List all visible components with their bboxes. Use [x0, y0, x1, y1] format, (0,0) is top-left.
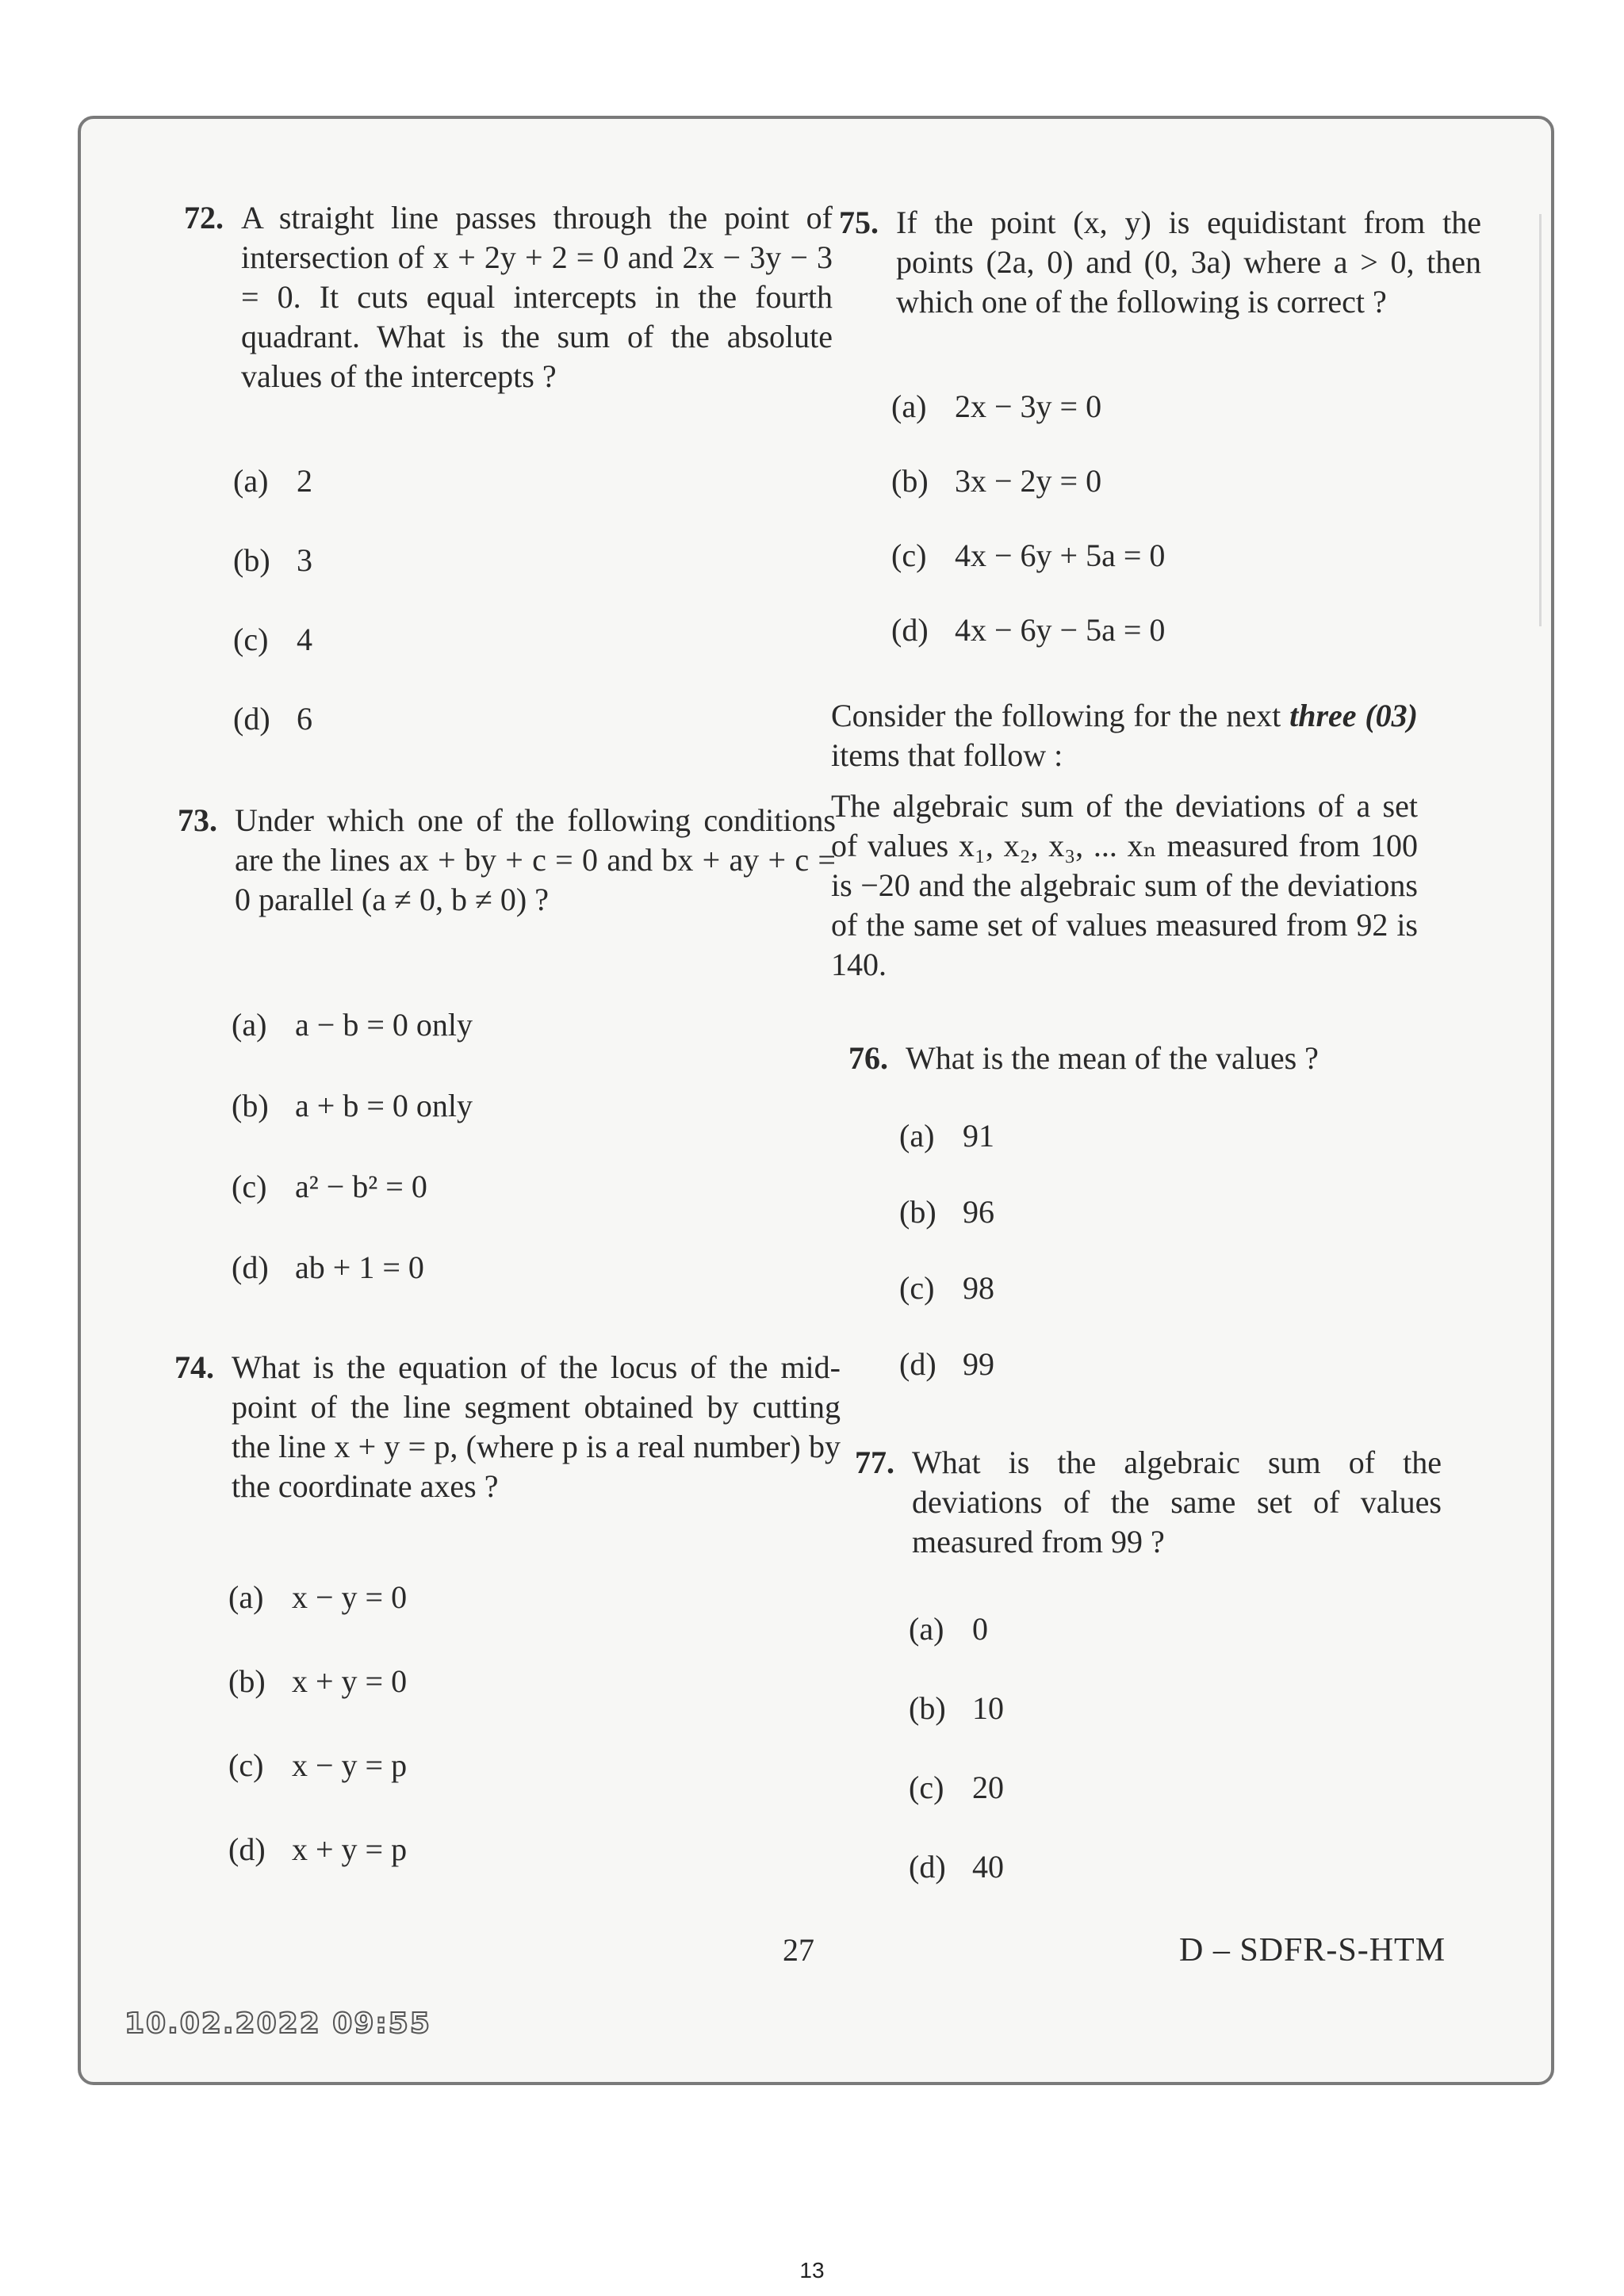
option-label: (d): [233, 701, 270, 737]
option-value: a + b = 0 only: [295, 1088, 473, 1123]
option-value: 2x − 3y = 0: [955, 388, 1102, 424]
option-72-c: [233, 620, 312, 660]
option-label: (d): [899, 1346, 936, 1382]
option-label: (b): [228, 1663, 266, 1699]
question-72: [184, 198, 833, 396]
option-73-a: [232, 1005, 473, 1045]
option-value: 96: [963, 1194, 994, 1230]
question-number: 72.: [184, 200, 224, 235]
option-label: (a): [228, 1579, 264, 1615]
option-value: 3: [297, 542, 312, 578]
option-value: ab + 1 = 0: [295, 1249, 424, 1285]
option-label: (b): [909, 1690, 946, 1726]
sheet-number: 13: [799, 2258, 825, 2283]
option-value: 10: [972, 1690, 1004, 1726]
option-label: (c): [891, 538, 927, 573]
option-value: 20: [972, 1770, 1004, 1805]
option-value: x − y = p: [292, 1747, 408, 1783]
passage-intro-suffix: items that follow :: [831, 737, 1063, 773]
option-label: (a): [233, 463, 269, 499]
question-text: What is the equation of the locus of the mid-point of the line segment obtained by cutting the line x + y = p, (where p is a real number) by the coordinate axes ?: [232, 1349, 841, 1504]
option-label: (c): [899, 1270, 935, 1306]
passage-intro-emphasis: three (03): [1289, 698, 1418, 733]
option-75-c: [891, 536, 1165, 576]
option-77-d: [909, 1847, 1004, 1887]
option-label: (d): [232, 1249, 269, 1285]
page-number: 27: [783, 1932, 814, 1968]
option-label: (a): [891, 388, 927, 424]
question-number: 73.: [178, 802, 217, 838]
option-73-c: [232, 1167, 427, 1207]
option-76-a: [899, 1116, 994, 1156]
option-value: 2: [297, 463, 312, 499]
question-number: 76.: [848, 1040, 888, 1076]
option-label: (d): [891, 612, 929, 648]
option-value: 4x − 6y + 5a = 0: [955, 538, 1166, 573]
option-value: 99: [963, 1346, 994, 1382]
option-value: x − y = 0: [292, 1579, 408, 1615]
option-label: (c): [228, 1747, 264, 1783]
option-76-c: [899, 1269, 994, 1308]
option-label: (d): [909, 1849, 946, 1885]
option-value: 4: [297, 622, 312, 657]
option-value: 0: [972, 1611, 988, 1647]
option-label: (a): [232, 1007, 267, 1043]
option-73-b: [232, 1086, 473, 1126]
option-label: (b): [899, 1194, 936, 1230]
passage-text: The algebraic sum of the deviations of a set of values x₁, x₂, x₃, ... xₙ measured from 100 is −20 and the algebraic sum of the deviations of the same set of values measured from 92 is 140.: [831, 788, 1418, 982]
option-label: (c): [233, 622, 269, 657]
option-label: (b): [232, 1088, 269, 1123]
option-value: 3x − 2y = 0: [955, 463, 1102, 499]
option-value: 4x − 6y − 5a = 0: [955, 612, 1166, 648]
option-value: 6: [297, 701, 312, 737]
question-number: 75.: [839, 205, 879, 240]
question-text: Under which one of the following conditions are the lines ax + by + c = 0 and bx + ay + c = 0 parallel (a ≠ 0, b ≠ 0) ?: [235, 802, 836, 917]
question-76: [848, 1039, 1451, 1078]
question-74: [174, 1348, 841, 1506]
question-number: 74.: [174, 1349, 214, 1385]
option-75-b: [891, 461, 1101, 501]
option-77-b: [909, 1689, 1004, 1728]
question-75: [839, 203, 1481, 322]
option-value: 40: [972, 1849, 1004, 1885]
option-label: (a): [899, 1118, 935, 1154]
option-74-a: [228, 1578, 407, 1617]
question-73: [178, 801, 836, 920]
option-value: a − b = 0 only: [295, 1007, 473, 1043]
option-74-c: [228, 1746, 407, 1785]
option-75-d: [891, 610, 1165, 650]
passage-intro-prefix: Consider the following for the next: [831, 698, 1281, 733]
question-77: [855, 1443, 1442, 1562]
question-text: What is the mean of the values ?: [906, 1040, 1319, 1076]
option-72-b: [233, 541, 312, 580]
option-value: a² − b² = 0: [295, 1169, 427, 1204]
option-77-c: [909, 1768, 1004, 1808]
option-value: 91: [963, 1118, 994, 1154]
option-75-a: [891, 387, 1101, 427]
option-label: (d): [228, 1831, 266, 1867]
booklet-code: D – SDFR-S-HTM: [1179, 1932, 1446, 1969]
option-label: (c): [909, 1770, 944, 1805]
scan-timestamp: 10.02.2022 09:55: [124, 2007, 431, 2040]
question-text: If the point (x, y) is equidistant from the points (2a, 0) and (0, 3a) where a > 0, then which one of the following is correct ?: [896, 205, 1481, 320]
option-74-d: [228, 1830, 407, 1869]
option-label: (a): [909, 1611, 944, 1647]
option-value: x + y = p: [292, 1831, 408, 1867]
option-72-d: [233, 699, 312, 739]
question-number: 77.: [855, 1445, 894, 1480]
question-text: What is the algebraic sum of the deviations of the same set of values measured from 99 ?: [912, 1445, 1442, 1559]
option-74-b: [228, 1662, 407, 1701]
option-label: (b): [233, 542, 270, 578]
question-text: A straight line passes through the point of intersection of x + 2y + 2 = 0 and 2x − 3y − 3 = 0. It cuts equal intercepts in the fourth quadrant. What is the sum of the absolute values of the intercepts ?: [241, 200, 833, 394]
option-label: (b): [891, 463, 929, 499]
option-73-d: [232, 1248, 424, 1288]
option-76-d: [899, 1345, 994, 1384]
option-label: (c): [232, 1169, 267, 1204]
passage-intro: [831, 696, 1418, 775]
scanned-page: [78, 116, 1554, 2085]
option-value: x + y = 0: [292, 1663, 408, 1699]
option-value: 98: [963, 1270, 994, 1306]
option-76-b: [899, 1192, 994, 1232]
option-77-a: [909, 1609, 988, 1649]
option-72-a: [233, 461, 312, 501]
